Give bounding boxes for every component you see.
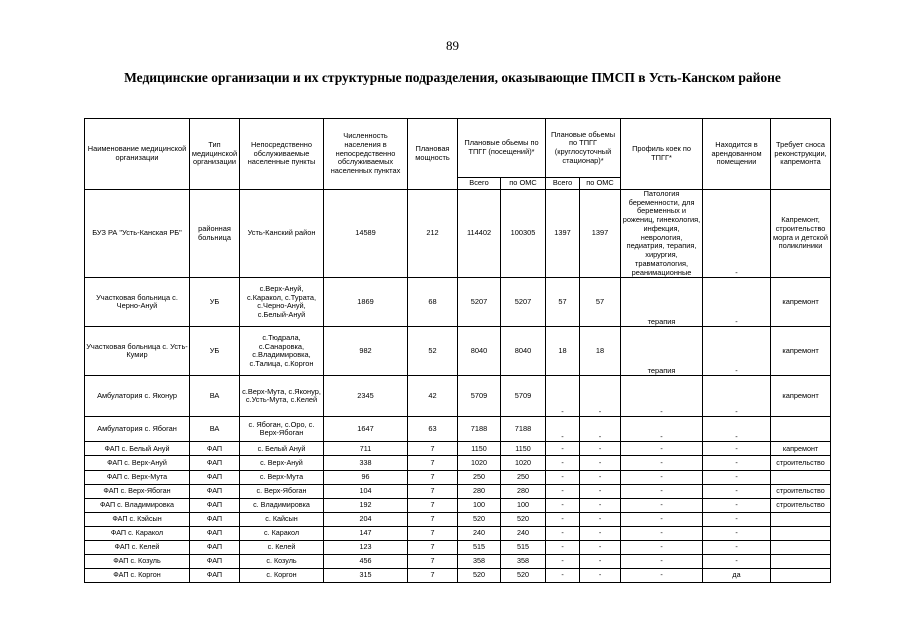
cell-hospital-oms: - [580, 512, 621, 526]
cell-type: ВА [190, 417, 240, 442]
cell-settlements: с. Верх-Ябоган [240, 484, 324, 498]
cell-population: 338 [324, 456, 408, 470]
cell-visits-total: 7188 [458, 417, 501, 442]
header-profile: Профиль коек по ТПГГ* [621, 119, 703, 190]
cell-profile: - [621, 541, 703, 555]
cell-rented: - [703, 498, 771, 512]
cell-population: 456 [324, 555, 408, 569]
cell-hospital-oms: 57 [580, 278, 621, 327]
header-hospital: Плановые обьемы по ТПГГ (круглосуточный стационар)* [546, 119, 621, 178]
cell-settlements: с. Верх-Мута [240, 470, 324, 484]
cell-rented: - [703, 456, 771, 470]
cell-type: ФАП [190, 512, 240, 526]
cell-profile: терапия [621, 278, 703, 327]
cell-repair: капремонт [771, 376, 831, 417]
cell-hospital-total: - [546, 442, 580, 456]
header-type: Тип медицинской организации [190, 119, 240, 190]
cell-population: 315 [324, 569, 408, 583]
cell-capacity: 42 [408, 376, 458, 417]
cell-repair: строительство [771, 498, 831, 512]
cell-type: УБ [190, 327, 240, 376]
cell-hospital-total: - [546, 555, 580, 569]
cell-name: ФАП с. Верх-Мута [85, 470, 190, 484]
cell-settlements: с. Козуль [240, 555, 324, 569]
table-row [85, 327, 831, 376]
header-hospital-oms: по ОМС [580, 178, 621, 190]
cell-hospital-total: - [546, 417, 580, 442]
cell-settlements: с. Кайсын [240, 512, 324, 526]
cell-hospital-oms: 18 [580, 327, 621, 376]
cell-settlements: Усть-Канский район [240, 190, 324, 278]
cell-name: ФАП с. Владимировка [85, 498, 190, 512]
table-row [85, 569, 831, 583]
cell-population: 104 [324, 484, 408, 498]
organizations-table [84, 118, 831, 583]
cell-hospital-oms: - [580, 541, 621, 555]
cell-profile: - [621, 569, 703, 583]
cell-hospital-oms: - [580, 456, 621, 470]
cell-repair: капремонт [771, 442, 831, 456]
cell-repair [771, 569, 831, 583]
cell-visits-oms: 100 [501, 498, 546, 512]
cell-visits-oms: 8040 [501, 327, 546, 376]
cell-rented: - [703, 327, 771, 376]
table-row [85, 484, 831, 498]
cell-settlements: с. Коргон [240, 569, 324, 583]
cell-type: УБ [190, 278, 240, 327]
cell-hospital-total: - [546, 512, 580, 526]
cell-rented: - [703, 512, 771, 526]
cell-population: 147 [324, 526, 408, 540]
cell-repair: строительство [771, 456, 831, 470]
cell-population: 96 [324, 470, 408, 484]
cell-rented: - [703, 376, 771, 417]
table-row [85, 498, 831, 512]
cell-profile: - [621, 526, 703, 540]
header-settlements: Непосредственно обслуживаемые населенные пункты [240, 119, 324, 190]
cell-repair [771, 526, 831, 540]
cell-profile: - [621, 456, 703, 470]
cell-name: ФАП с. Козуль [85, 555, 190, 569]
table-row [85, 470, 831, 484]
cell-capacity: 68 [408, 278, 458, 327]
cell-type: ФАП [190, 456, 240, 470]
header-name: Наименование медицинской организации [85, 119, 190, 190]
cell-repair [771, 417, 831, 442]
table-row [85, 190, 831, 278]
cell-rented: - [703, 442, 771, 456]
table-row [85, 278, 831, 327]
cell-capacity: 212 [408, 190, 458, 278]
cell-profile: - [621, 376, 703, 417]
header-repair: Требует сноса реконструкции, капремонта [771, 119, 831, 190]
cell-repair: капремонт [771, 327, 831, 376]
cell-visits-total: 358 [458, 555, 501, 569]
cell-type: ФАП [190, 569, 240, 583]
cell-hospital-oms: - [580, 569, 621, 583]
cell-visits-oms: 520 [501, 569, 546, 583]
cell-hospital-oms: - [580, 470, 621, 484]
table-row [85, 442, 831, 456]
cell-hospital-total: - [546, 569, 580, 583]
cell-hospital-total: - [546, 498, 580, 512]
cell-visits-total: 1020 [458, 456, 501, 470]
cell-name: ФАП с. Верх-Ябоган [85, 484, 190, 498]
cell-name: ФАП с. Кэйсын [85, 512, 190, 526]
page-number: 89 [446, 38, 459, 53]
cell-type: ВА [190, 376, 240, 417]
cell-visits-oms: 100305 [501, 190, 546, 278]
cell-visits-oms: 520 [501, 512, 546, 526]
cell-profile: терапия [621, 327, 703, 376]
cell-visits-oms: 240 [501, 526, 546, 540]
cell-settlements: с.Верх-Мута, с.Яконур, с.Усть-Мута, с.Келей [240, 376, 324, 417]
cell-population: 123 [324, 541, 408, 555]
cell-type: районная больница [190, 190, 240, 278]
cell-settlements: с.Тюдрала, с.Санаровка, с.Владимировка, с.Талица, с.Коргон [240, 327, 324, 376]
cell-visits-oms: 5709 [501, 376, 546, 417]
cell-visits-oms: 7188 [501, 417, 546, 442]
cell-visits-total: 8040 [458, 327, 501, 376]
cell-rented: - [703, 417, 771, 442]
cell-hospital-oms: - [580, 376, 621, 417]
cell-type: ФАП [190, 541, 240, 555]
cell-settlements: с. Каракол [240, 526, 324, 540]
cell-name: Амбулатория с. Яконур [85, 376, 190, 417]
cell-name: ФАП с. Белый Ануй [85, 442, 190, 456]
header-visits: Плановые обьемы по ТПГГ (посещений)* [458, 119, 546, 178]
cell-capacity: 7 [408, 442, 458, 456]
cell-visits-total: 1150 [458, 442, 501, 456]
table-row [85, 417, 831, 442]
cell-profile: - [621, 512, 703, 526]
cell-population: 2345 [324, 376, 408, 417]
cell-visits-total: 515 [458, 541, 501, 555]
cell-profile: - [621, 417, 703, 442]
cell-visits-total: 5207 [458, 278, 501, 327]
table-row [85, 512, 831, 526]
cell-rented: - [703, 190, 771, 278]
cell-profile: - [621, 442, 703, 456]
cell-repair: капремонт [771, 278, 831, 327]
cell-capacity: 7 [408, 498, 458, 512]
cell-name: Участковая больница с. Черно-Ануй [85, 278, 190, 327]
cell-capacity: 63 [408, 417, 458, 442]
cell-rented: - [703, 526, 771, 540]
cell-capacity: 7 [408, 569, 458, 583]
cell-hospital-oms: - [580, 442, 621, 456]
cell-visits-total: 520 [458, 569, 501, 583]
cell-hospital-oms: 1397 [580, 190, 621, 278]
cell-rented: - [703, 555, 771, 569]
cell-hospital-total: - [546, 470, 580, 484]
cell-hospital-total: - [546, 376, 580, 417]
cell-hospital-oms: - [580, 417, 621, 442]
cell-name: ФАП с. Верх-Ануй [85, 456, 190, 470]
cell-settlements: с. Келей [240, 541, 324, 555]
cell-profile: - [621, 484, 703, 498]
cell-settlements: с. Владимировка [240, 498, 324, 512]
cell-hospital-total: 57 [546, 278, 580, 327]
cell-visits-total: 240 [458, 526, 501, 540]
cell-visits-oms: 1150 [501, 442, 546, 456]
cell-visits-total: 5709 [458, 376, 501, 417]
cell-hospital-total: - [546, 541, 580, 555]
cell-hospital-oms: - [580, 526, 621, 540]
cell-visits-total: 280 [458, 484, 501, 498]
cell-type: ФАП [190, 555, 240, 569]
header-row [85, 119, 831, 178]
cell-hospital-oms: - [580, 555, 621, 569]
cell-profile: - [621, 498, 703, 512]
cell-settlements: с.Верх-Ануй, с.Каракол, с.Турата, с.Черно-Ануй, с.Белый-Ануй [240, 278, 324, 327]
cell-population: 982 [324, 327, 408, 376]
table-row [85, 456, 831, 470]
cell-population: 14589 [324, 190, 408, 278]
header-visits-total: Всего [458, 178, 501, 190]
cell-name: Амбулатория с. Ябоган [85, 417, 190, 442]
cell-settlements: с. Верх-Ануй [240, 456, 324, 470]
cell-visits-oms: 5207 [501, 278, 546, 327]
cell-profile: Патология беременности, для беременных и рожениц, гинекология, инфекция, неврология, педиатрия, терапия, хирургия, травматология, реанимационные [621, 190, 703, 278]
cell-rented: - [703, 278, 771, 327]
cell-type: ФАП [190, 470, 240, 484]
cell-population: 204 [324, 512, 408, 526]
cell-repair [771, 512, 831, 526]
cell-visits-total: 250 [458, 470, 501, 484]
table-row [85, 526, 831, 540]
cell-capacity: 7 [408, 470, 458, 484]
cell-repair [771, 470, 831, 484]
header-hospital-total: Всего [546, 178, 580, 190]
cell-name: Участковая больница с. Усть-Кумир [85, 327, 190, 376]
cell-repair: строительство [771, 484, 831, 498]
cell-visits-oms: 280 [501, 484, 546, 498]
cell-capacity: 7 [408, 484, 458, 498]
cell-name: ФАП с. Каракол [85, 526, 190, 540]
cell-visits-total: 100 [458, 498, 501, 512]
table-row [85, 555, 831, 569]
cell-hospital-total: - [546, 526, 580, 540]
cell-repair [771, 541, 831, 555]
header-population: Численность населения в непосредственно обслуживаемых населенных пунктах [324, 119, 408, 190]
cell-visits-oms: 515 [501, 541, 546, 555]
table-row [85, 376, 831, 417]
cell-capacity: 7 [408, 541, 458, 555]
cell-name: ФАП с. Коргон [85, 569, 190, 583]
cell-capacity: 7 [408, 456, 458, 470]
cell-population: 192 [324, 498, 408, 512]
cell-rented: да [703, 569, 771, 583]
cell-name: ФАП с. Келей [85, 541, 190, 555]
cell-type: ФАП [190, 442, 240, 456]
cell-rented: - [703, 484, 771, 498]
cell-repair: Капремонт, строительство морга и детской поликлиники [771, 190, 831, 278]
cell-hospital-total: - [546, 484, 580, 498]
table-row [85, 541, 831, 555]
cell-hospital-oms: - [580, 484, 621, 498]
cell-visits-oms: 250 [501, 470, 546, 484]
cell-visits-total: 114402 [458, 190, 501, 278]
cell-visits-oms: 1020 [501, 456, 546, 470]
cell-capacity: 7 [408, 526, 458, 540]
cell-type: ФАП [190, 484, 240, 498]
cell-repair [771, 555, 831, 569]
header-rented: Находится в арендованном помещении [703, 119, 771, 190]
cell-type: ФАП [190, 526, 240, 540]
cell-capacity: 7 [408, 555, 458, 569]
cell-hospital-oms: - [580, 498, 621, 512]
cell-hospital-total: 18 [546, 327, 580, 376]
cell-profile: - [621, 470, 703, 484]
cell-population: 711 [324, 442, 408, 456]
cell-visits-oms: 358 [501, 555, 546, 569]
cell-rented: - [703, 541, 771, 555]
cell-population: 1869 [324, 278, 408, 327]
cell-hospital-total: - [546, 456, 580, 470]
cell-capacity: 7 [408, 512, 458, 526]
header-visits-oms: по ОМС [501, 178, 546, 190]
cell-type: ФАП [190, 498, 240, 512]
cell-rented: - [703, 470, 771, 484]
cell-visits-total: 520 [458, 512, 501, 526]
cell-capacity: 52 [408, 327, 458, 376]
cell-settlements: с. Белый Ануй [240, 442, 324, 456]
cell-name: БУЗ РА "Усть-Канская РБ" [85, 190, 190, 278]
page-title: Медицинские организации и их структурные подразделения, оказывающие ПМСП в Усть-Канском районе [124, 70, 781, 85]
cell-profile: - [621, 555, 703, 569]
cell-settlements: с. Ябоган, с.Оро, с. Верх-Ябоган [240, 417, 324, 442]
cell-hospital-total: 1397 [546, 190, 580, 278]
header-capacity: Плановая мощность [408, 119, 458, 190]
cell-population: 1647 [324, 417, 408, 442]
